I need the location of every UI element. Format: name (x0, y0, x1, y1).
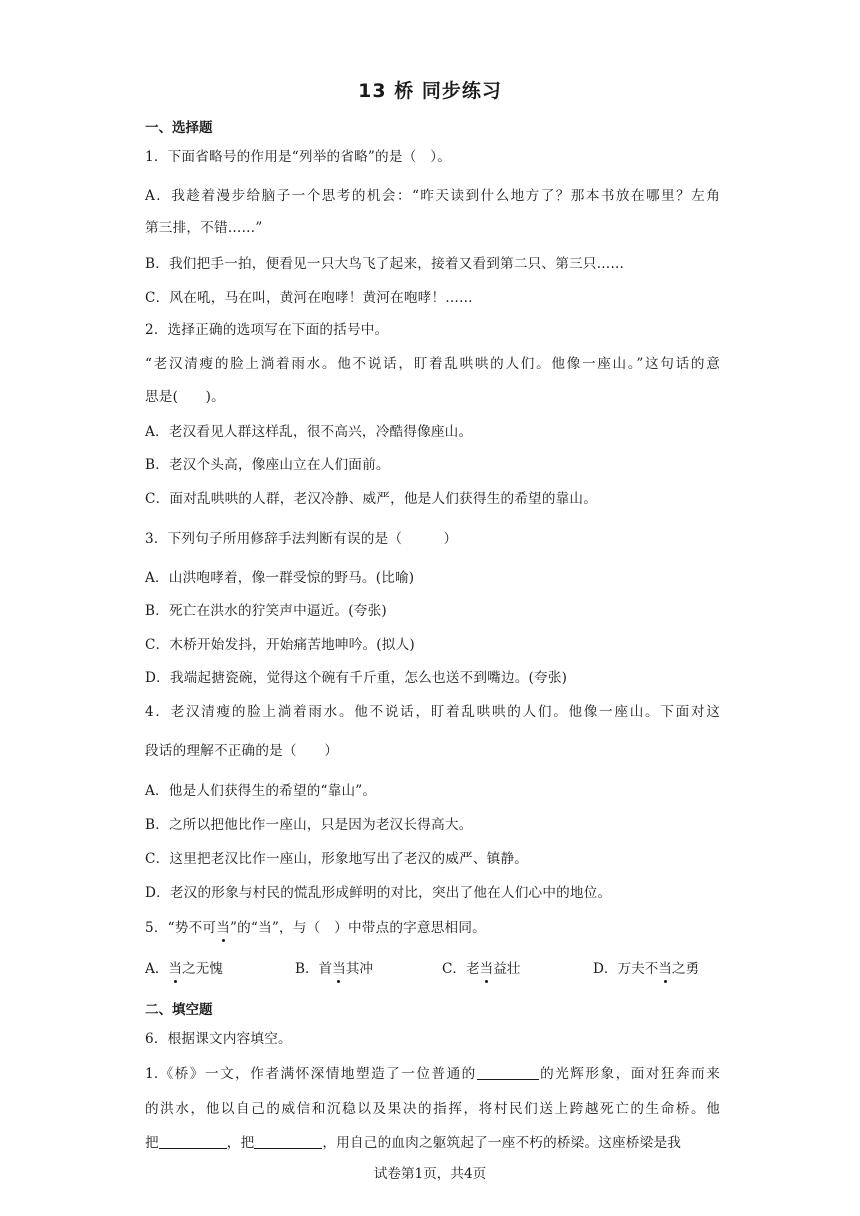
question-4-stem-cont: 段话的理解不正确的是（ ） (145, 743, 339, 759)
dotted-character: 当 (168, 961, 183, 977)
option-b-post: 其冲 (345, 961, 373, 977)
answer-blank-2[interactable] (159, 1134, 227, 1149)
question-1-option-c: C．风在吼，马在叫，黄河在咆哮！黄河在咆哮！…… (145, 290, 473, 306)
question-5-option-c (442, 960, 520, 978)
section-heading-choice: 一、选择题 (145, 120, 213, 136)
question-5-option-b (295, 960, 373, 978)
question-5-stem (145, 919, 720, 937)
question-6-line-1 (145, 1065, 720, 1083)
question-2-quote: “老汉清瘦的脸上淌着雨水。他不说话，盯着乱哄哄的人们。他像一座山。”这句话的意 (145, 356, 720, 372)
question-4-option-c: C．这里把老汉比作一座山，形象地写出了老汉的威严、镇静。 (145, 851, 529, 867)
question-4-stem: 4．老汉清瘦的脸上淌着雨水。他不说话，盯着乱哄哄的人们。他像一座山。下面对这 (145, 704, 720, 720)
line-1-post: 的光辉形象，面对狂奔而来 (538, 1066, 720, 1082)
question-5-stem-post: ”的“当”，与（ ）中带点的字意思相同。 (229, 920, 486, 936)
page-title: 13 桥 同步练习 (358, 80, 502, 102)
line-1-pre: 1.《桥》一文，作者满怀深情地塑造了一位普通的 (145, 1066, 477, 1082)
answer-blank-1[interactable] (477, 1065, 539, 1080)
question-4-option-b: B．之所以把他比作一座山，只是因为老汉长得高大。 (145, 817, 473, 833)
question-5-option-a (145, 960, 223, 978)
line-3-b: ，把 (226, 1135, 255, 1151)
question-1-option-a: A．我趁着漫步给脑子一个思考的机会：“昨天读到什么地方了？那本书放在哪里？左角 (145, 188, 720, 204)
question-2-option-b: B．老汉个头高，像座山立在人们面前。 (145, 457, 390, 473)
section-heading-fill: 二、填空题 (145, 1002, 213, 1018)
dotted-character: 当 (216, 920, 230, 936)
option-d-pre: D．万夫不 (593, 961, 659, 977)
page-footer: 试卷第1页，共4页 (373, 1166, 487, 1182)
question-4-option-d: D．老汉的形象与村民的慌乱形成鲜明的对比，突出了他在人们心中的地位。 (145, 885, 612, 901)
question-3-option-d: D．我端起搪瓷碗，觉得这个碗有千斤重，怎么也送不到嘴边。(夸张) (145, 670, 568, 686)
question-3-stem: 3．下列句子所用修辞手法判断有误的是（ ） (145, 531, 458, 547)
answer-blank-3[interactable] (254, 1134, 322, 1149)
question-5-stem-pre: 5．“势不可 (145, 920, 217, 936)
option-b-pre: B．首 (295, 961, 333, 977)
question-1-stem: 1．下面省略号的作用是“列举的省略”的是（ ）。 (145, 149, 452, 165)
line-3-c: ，用自己的血肉之躯筑起了一座不朽的桥梁。这座桥梁是我 (322, 1135, 682, 1151)
question-2-option-c: C．面对乱哄哄的人群，老汉冷静、威严，他是人们获得生的希望的靠山。 (145, 491, 597, 507)
question-2-quote-cont: 思是( )。 (145, 389, 225, 405)
line-3-a: 把 (145, 1135, 159, 1151)
question-6-line-3 (145, 1134, 720, 1152)
question-3-option-c: C．木桥开始发抖，开始痛苦地呻吟。(拟人) (145, 637, 415, 653)
option-a-post: 之无愧 (182, 961, 223, 977)
option-c-post: 益壮 (493, 961, 521, 977)
question-1-option-b: B．我们把手一拍，便看见一只大鸟飞了起来，接着又看到第二只、第三只…… (145, 256, 625, 272)
question-2-stem: 2．选择正确的选项写在下面的括号中。 (145, 322, 389, 338)
option-d-post: 之勇 (671, 961, 700, 977)
question-4-option-a: A．他是人们获得生的希望的“靠山”。 (145, 783, 377, 799)
question-2-option-a: A．老汉看见人群这样乱，很不高兴，冷酷得像座山。 (145, 424, 473, 440)
dotted-character: 当 (332, 961, 346, 977)
question-3-option-a: A．山洪咆哮着，像一群受惊的野马。(比喻) (145, 570, 415, 586)
question-6-stem: 6．根据课文内容填空。 (145, 1031, 292, 1047)
question-5-option-d (593, 960, 699, 978)
dotted-character: 当 (658, 961, 672, 977)
question-6-line-2: 的洪水，他以自己的威信和沉稳以及果决的指挥，将村民们送上跨越死亡的生命桥。他 (145, 1101, 720, 1117)
option-a-pre: A． (145, 961, 169, 977)
question-3-option-b: B．死亡在洪水的狞笑声中逼近。(夸张) (145, 603, 387, 619)
option-c-pre: C．老 (442, 961, 480, 977)
question-1-option-a-cont: 第三排，不错……” (145, 220, 263, 236)
dotted-character: 当 (479, 961, 494, 977)
